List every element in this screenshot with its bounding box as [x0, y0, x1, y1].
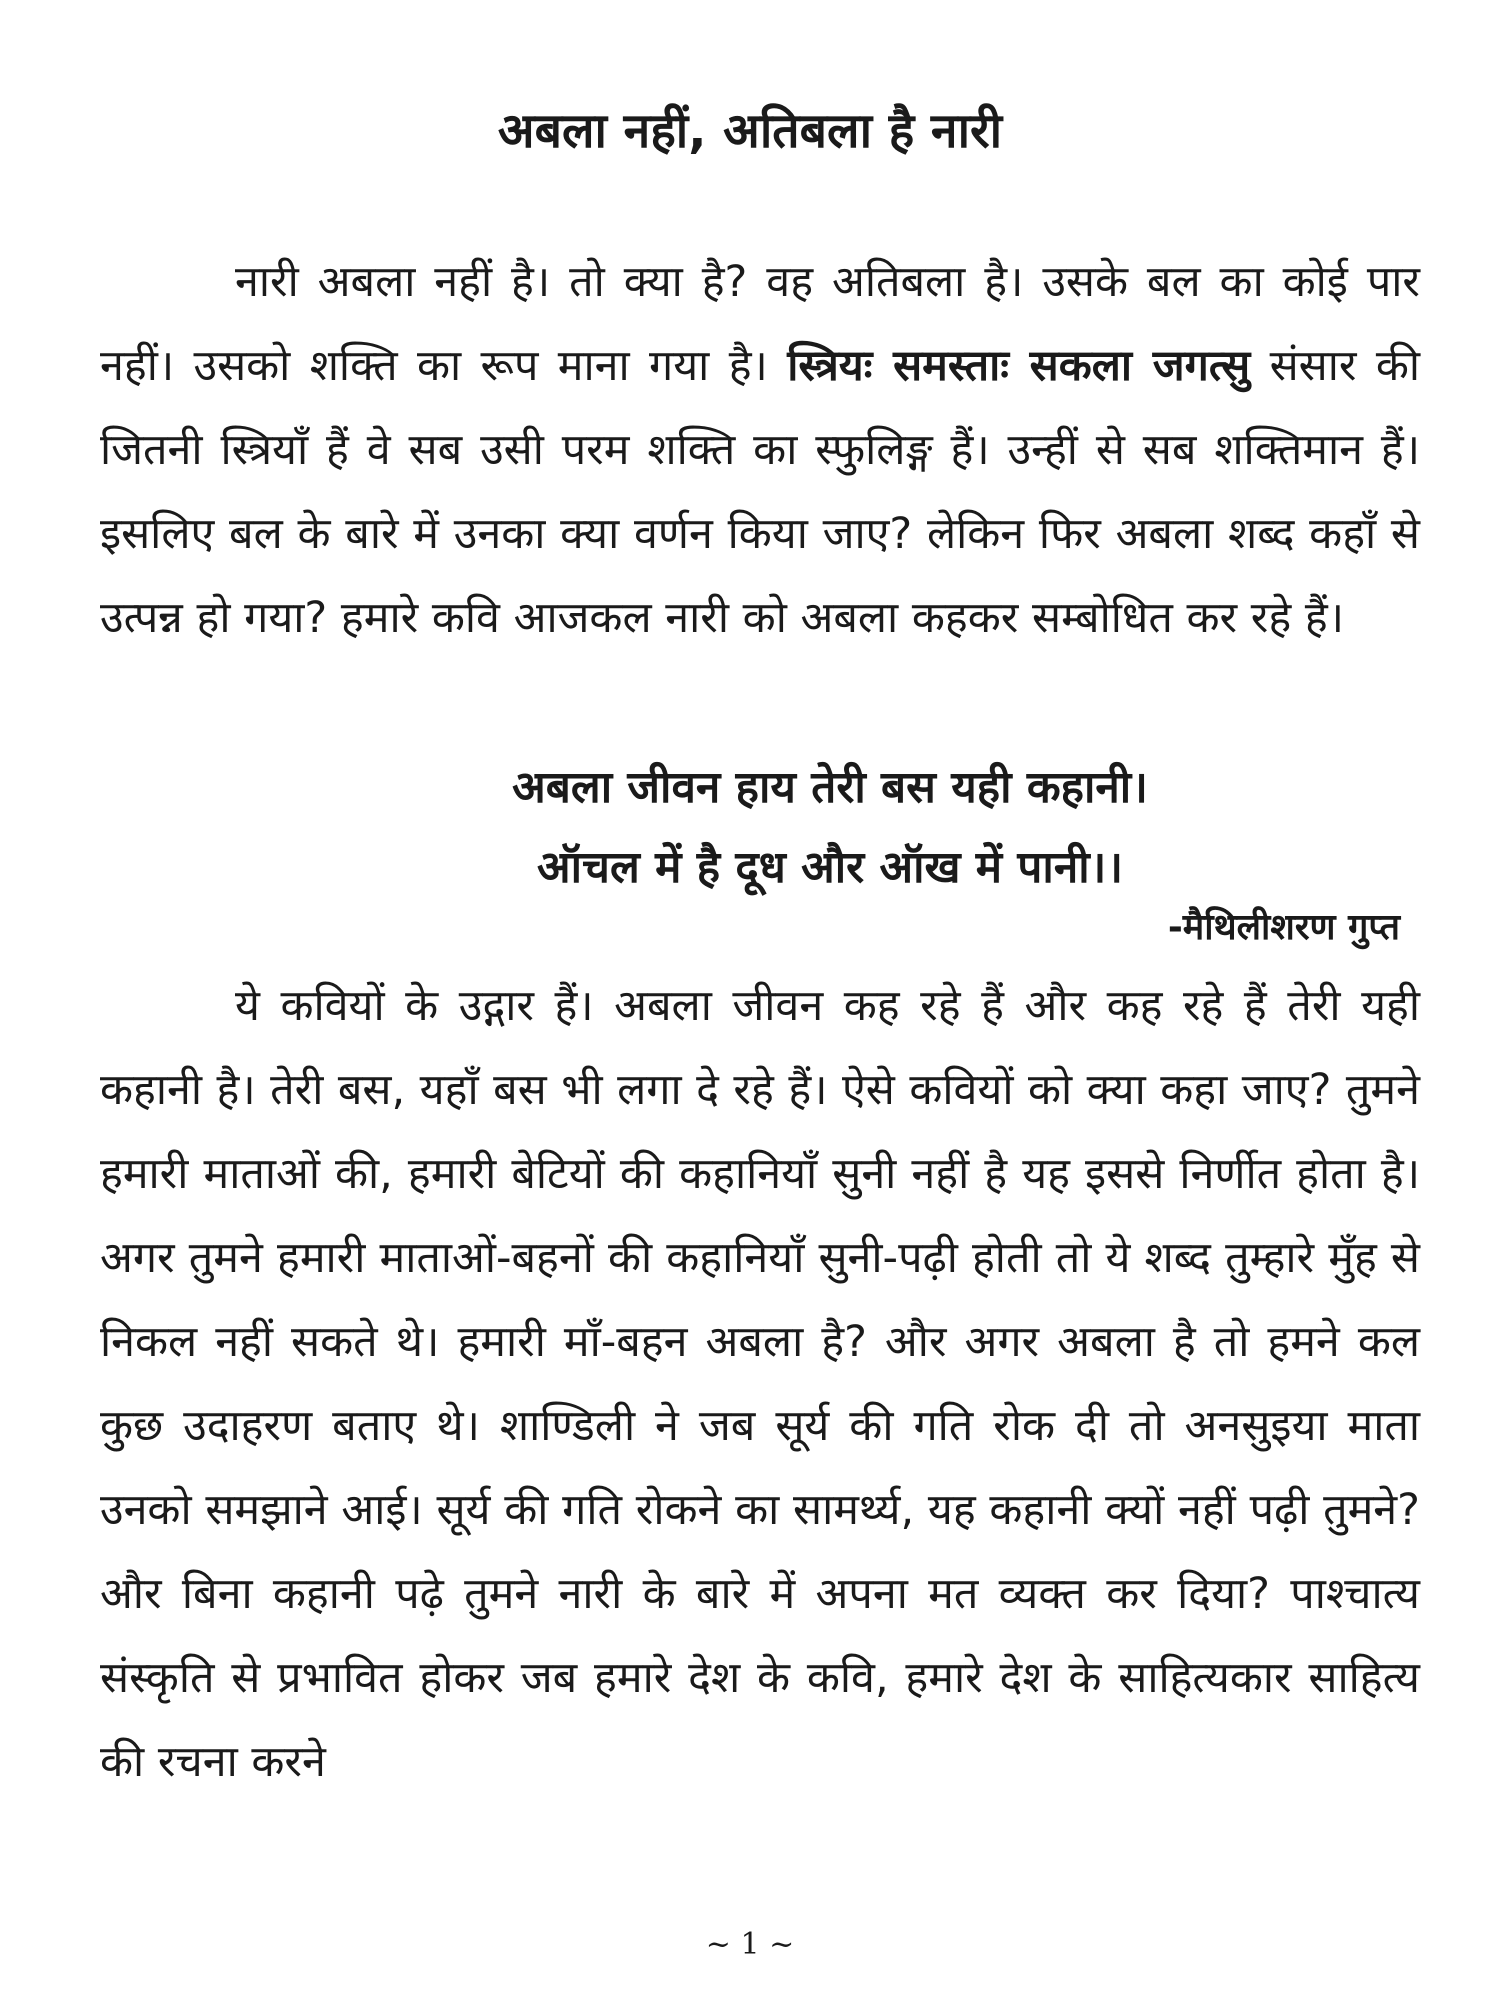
- verse-attribution: -मैथिलीशरण गुप्त: [1167, 907, 1400, 948]
- verse-line-2: ऑचल में है दूध और ऑख में पानी।।: [537, 842, 1123, 893]
- sanskrit-quote: स्त्रियः समस्ताः सकला जगत्सु: [787, 341, 1251, 391]
- paragraph-intro-text-before: नारी अबला नहीं है। तो क्या है? वह अतिबला है। उसके बल का कोई पार नहीं। उसको शक्ति का रूप माना गया है।: [100, 257, 1420, 391]
- verse-line-1: अबला जीवन हाय तेरी बस यही कहानी।: [512, 762, 1148, 813]
- paragraph-intro-text-after: संसार की जितनी स्त्रियाँ हैं वे सब उसी परम शक्ति का स्फुलिङ्ग हैं। उन्हीं से सब शक्तिमान हैं। इसलिए बल के बारे में उनका क्या वर्णन किया जाए? लेकिन फिर अबला शब्द कहाँ से उत्पन्न हो गया? हमारे कवि आजकल नारी को अबला कहकर सम्बोधित कर रहे हैं।: [100, 341, 1420, 643]
- page-number: ~ 1 ~: [705, 1927, 795, 1962]
- paragraph-intro: [100, 240, 1420, 660]
- page-title: अबला नहीं, अतिबला है नारी: [497, 103, 1003, 159]
- paragraph-commentary: [100, 964, 1420, 1804]
- paragraph-commentary-text: ये कवियों के उद्गार हैं। अबला जीवन कह रहे हैं और कह रहे हैं तेरी यही कहानी है। तेरी बस, यहाँ बस भी लगा दे रहे हैं। ऐसे कवियों को क्या कहा जाए? तुमने हमारी माताओं की, हमारी बेटियों की कहानियाँ सुनी नहीं है यह इससे निर्णीत होता है। अगर तुमने हमारी माताओं-बहनों की कहानियाँ सुनी-पढ़ी होती तो ये शब्द तुम्हारे मुँह से निकल नहीं सकते थे। हमारी माँ-बहन अबला है? और अगर अबला है तो हमने कल कुछ उदाहरण बताए थे। शाण्डिली ने जब सूर्य की गति रोक दी तो अनसुइया माता उनको समझाने आई। सूर्य की गति रोकने का सामर्थ्य, यह कहानी क्यों नहीं पढ़ी तुमने? और बिना कहानी पढ़े तुमने नारी के बारे में अपना मत व्यक्त कर दिया? पाश्चात्य संस्कृति से प्रभावित होकर जब हमारे देश के कवि, हमारे देश के साहित्यकार साहित्य की रचना करने: [100, 981, 1420, 1787]
